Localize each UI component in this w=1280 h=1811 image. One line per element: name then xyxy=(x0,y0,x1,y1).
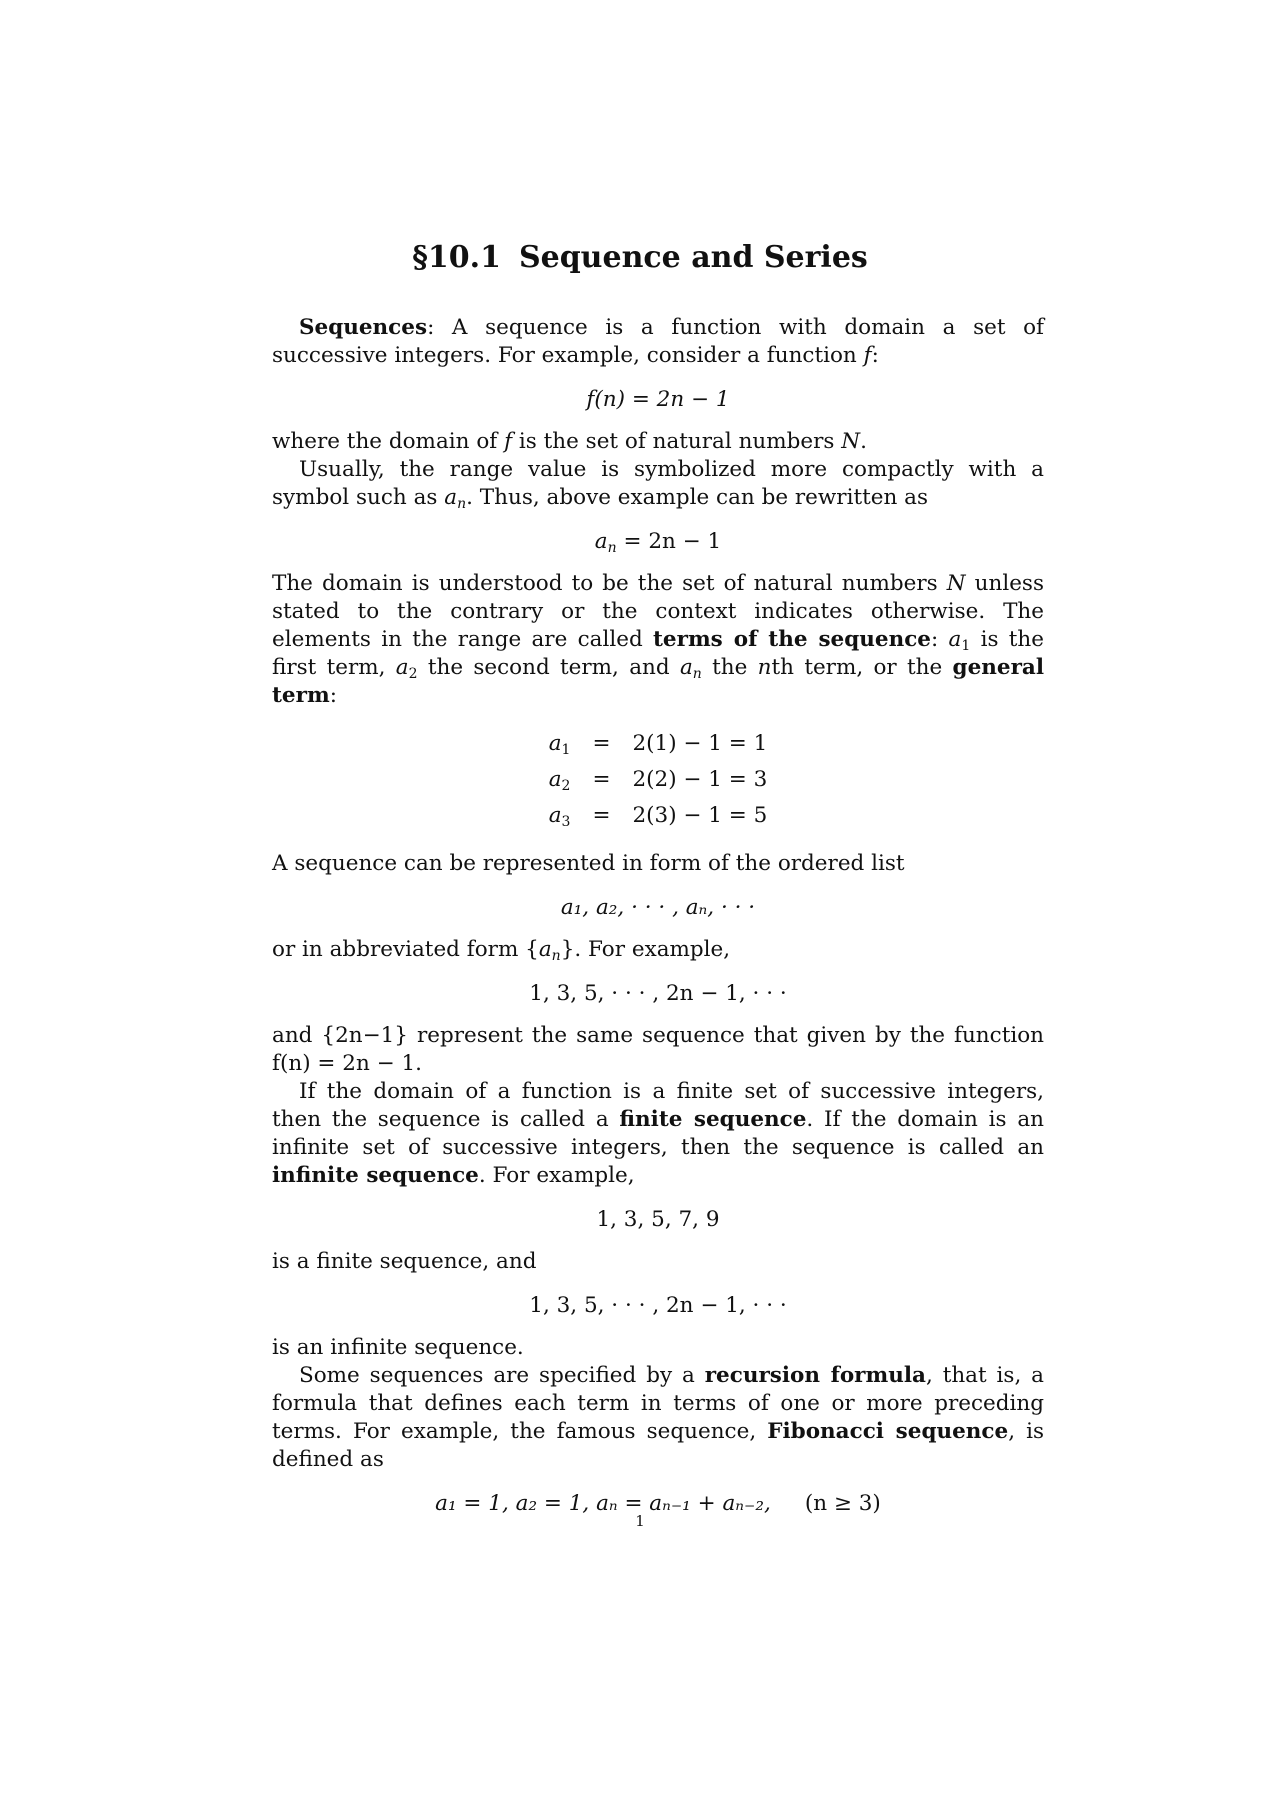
equation-row: $a_3$ = 2(3) − 1 = 5 xyxy=(548,803,768,830)
paragraph-terms: The domain is understood to be the set of natural numbers N unless stated to the contrary or the context indicates otherwise. The elements in the range are called terms of the sequence: $a_1$ is the first term, $a_2$ the second term, and $a_n$ the nth term, or the general term: xyxy=(272,571,1045,708)
equation-fn: f(n) = 2n − 1 xyxy=(586,387,730,412)
paragraph-finite: If the domain of a function is a finite set of successive integers, then the sequence is called a finite sequence. If the domain is an infinite set of successive integers, then the sequence is called an infinite sequence. For example, xyxy=(272,1079,1044,1188)
equation-finite-list: 1, 3, 5, 7, 9 xyxy=(596,1207,720,1232)
body-text xyxy=(272,314,1044,1532)
equation-row: $a_1$ = 2(1) − 1 = 1 xyxy=(548,731,768,758)
page-number: 1 xyxy=(635,1512,645,1530)
term-infinite-sequence: infinite sequence xyxy=(272,1163,479,1188)
section-title xyxy=(0,240,1280,275)
section-number: §10.1 xyxy=(412,240,501,275)
term-general-term: general term xyxy=(272,655,1044,708)
paragraph-same-sequence: and {2n−1} represent the same sequence that given by the function f(n) = 2n − 1. xyxy=(272,1023,1044,1076)
section-title-text: Sequence and Series xyxy=(518,240,868,275)
paragraph-ordered-list: A sequence can be represented in form of the ordered list xyxy=(272,851,905,876)
equation-infinite-list: 1, 3, 5, · · · , 2n − 1, · · · xyxy=(529,1293,787,1318)
term-sequences: Sequences xyxy=(299,315,428,340)
paragraph-domain: where the domain of f is the set of natural numbers N. xyxy=(272,429,867,454)
term-fibonacci-sequence: Fibonacci sequence xyxy=(767,1419,1009,1444)
equation-array xyxy=(541,726,776,834)
term-recursion-formula: recursion formula xyxy=(704,1363,926,1388)
paragraph-is-infinite: is an infinite sequence. xyxy=(272,1335,524,1360)
equation-odd-list: 1, 3, 5, · · · , 2n − 1, · · · xyxy=(529,981,787,1006)
paragraph-abbreviated: or in abbreviated form $\{a_n\}$. For example, xyxy=(272,937,731,964)
paragraph-sequences: Sequences: A sequence is a function with domain a set of successive integers. For example, consider a function f: xyxy=(272,315,1044,368)
equation-list: a₁, a₂, · · · , aₙ, · · · xyxy=(560,895,756,920)
equation-row: $a_2$ = 2(2) − 1 = 3 xyxy=(548,767,768,794)
term-finite-sequence: finite sequence xyxy=(619,1107,807,1132)
equation-an: $a_n = 2n - 1$ xyxy=(594,529,722,556)
equation-fibonacci: a₁ = 1, a₂ = 1, aₙ = aₙ₋₁ + aₙ₋₂, (n ≥ 3) xyxy=(435,1491,881,1516)
paragraph-recursion: Some sequences are specified by a recursion formula, that is, a formula that defines each term in terms of one or more preceding terms. For example, the famous sequence, Fibonacci sequence, is defined as xyxy=(272,1363,1045,1472)
paragraph-usually: Usually, the range value is symbolized more compactly with a symbol such as $a_n$. Thus, above example can be rewritten as xyxy=(272,457,1044,512)
term-terms-of-sequence: terms of the sequence xyxy=(653,627,931,652)
paragraph-is-finite: is a finite sequence, and xyxy=(272,1249,537,1274)
